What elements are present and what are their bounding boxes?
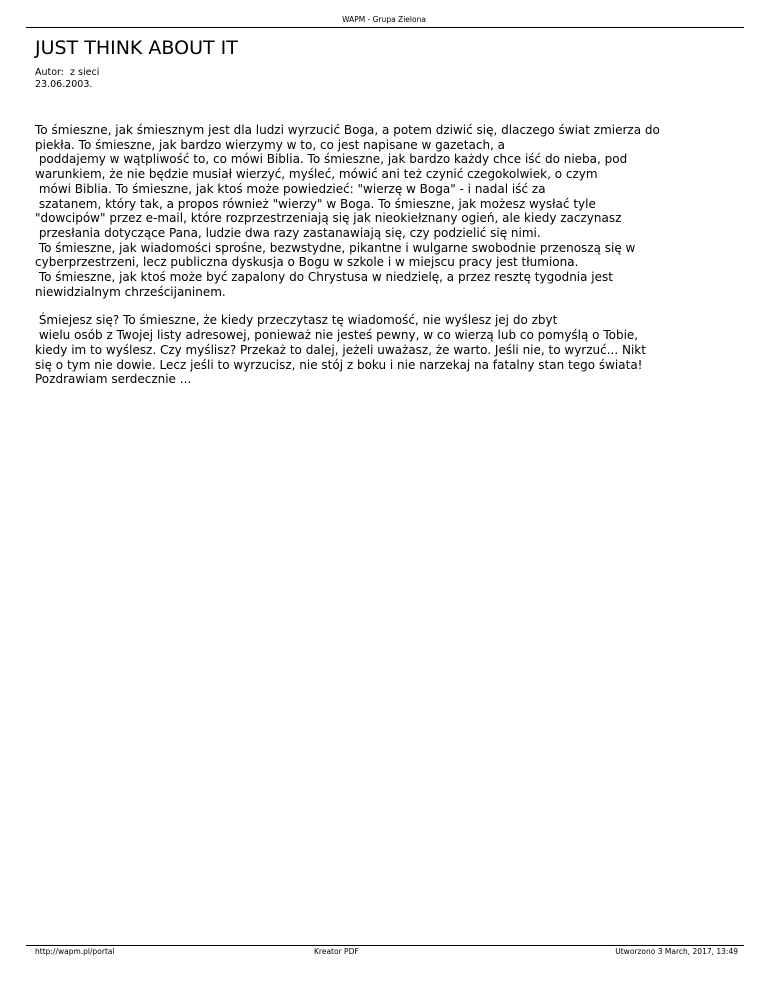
text-line: wielu osób z Twojej listy adresowej, ponieważ nie jesteś pewny, w co wierzą lub co pomyślą o Tobie,: [35, 328, 639, 343]
paragraph-2: [35, 313, 735, 387]
document-meta: [35, 67, 99, 91]
author-line: Autor: z sieci: [35, 67, 100, 78]
paragraph-spacer: [35, 299, 735, 313]
text-line: piekła. To śmieszne, jak bardzo wierzymy w to, co jest napisane w gazetach, a: [35, 137, 506, 152]
text-line: To śmieszne, jak śmiesznym jest dla ludzi wyrzucić Boga, a potem dziwić się, dlaczego świat zmierza do: [35, 123, 660, 137]
text-line: poddajemy w wątpliwość to, co mówi Biblia. To śmieszne, jak bardzo każdy chce iść do nieba, pod: [35, 152, 628, 167]
text-line: kiedy im to wyślesz. Czy myślisz? Przekaż to dalej, jeżeli uważasz, że warto. Jeśli nie, to wyrzuć... Nikt: [35, 342, 646, 357]
text-line: mówi Biblia. To śmieszne, jak ktoś może powiedzieć: "wierzę w Boga" - i nadal iść za: [35, 181, 546, 196]
text-line: warunkiem, że nie będzie musiał wierzyć, myśleć, mówić ani też czynić czegokolwiek, o czym: [35, 167, 598, 182]
paragraph-1: [35, 123, 735, 299]
text-line: "dowcipów" przez e-mail, które rozprzestrzeniają się jak nieokiełznany ogień, ale kiedy zaczynasz: [35, 211, 622, 226]
page-header-title: WAPM - Grupa Zielona: [342, 15, 426, 24]
text-line: To śmieszne, jak wiadomości sprośne, bezwstydne, pikantne i wulgarne swobodnie przenoszą się w: [35, 240, 636, 255]
article-body: [35, 123, 735, 387]
page-footer: [0, 947, 768, 957]
text-line: Pozdrawiam serdecznie ...: [35, 372, 192, 387]
text-line: przesłania dotyczące Pana, ludzie dwa razy zastanawiają się, czy podzielić się nimi.: [35, 225, 541, 240]
text-line: się o tym nie dowie. Lecz jeśli to wyrzucisz, nie stój z boku i nie narzekaj na fatalny stan tego świata!: [35, 357, 643, 372]
text-line: Śmiejesz się? To śmieszne, że kiedy przeczytasz tę wiadomość, nie wyślesz jej do zbyt: [35, 313, 558, 328]
footer-divider: [26, 945, 744, 946]
text-line: szatanem, który tak, a propos również "wierzy" w Boga. To śmieszne, jak możesz wysłać tyle: [35, 196, 596, 211]
text-line: cyberprzestrzeni, lecz publiczna dyskusja o Bogu w szkole i w miejscu pracy jest tłumiona.: [35, 255, 579, 270]
text-line: To śmieszne, jak ktoś może być zapalony do Chrystusa w niedzielę, a przez resztę tygodnia jest: [35, 270, 613, 285]
header-divider: [26, 27, 744, 28]
document-title: JUST THINK ABOUT IT: [35, 37, 238, 59]
publish-date: 23.06.2003.: [35, 79, 93, 90]
footer-url-link[interactable]: http://wapm.pl/portal: [35, 947, 115, 956]
footer-generator: Kreator PDF: [314, 947, 359, 956]
text-line: niewidzialnym chrześcijaninem.: [35, 284, 226, 299]
footer-created-timestamp: Utworzono 3 March, 2017, 13:49: [615, 947, 738, 956]
